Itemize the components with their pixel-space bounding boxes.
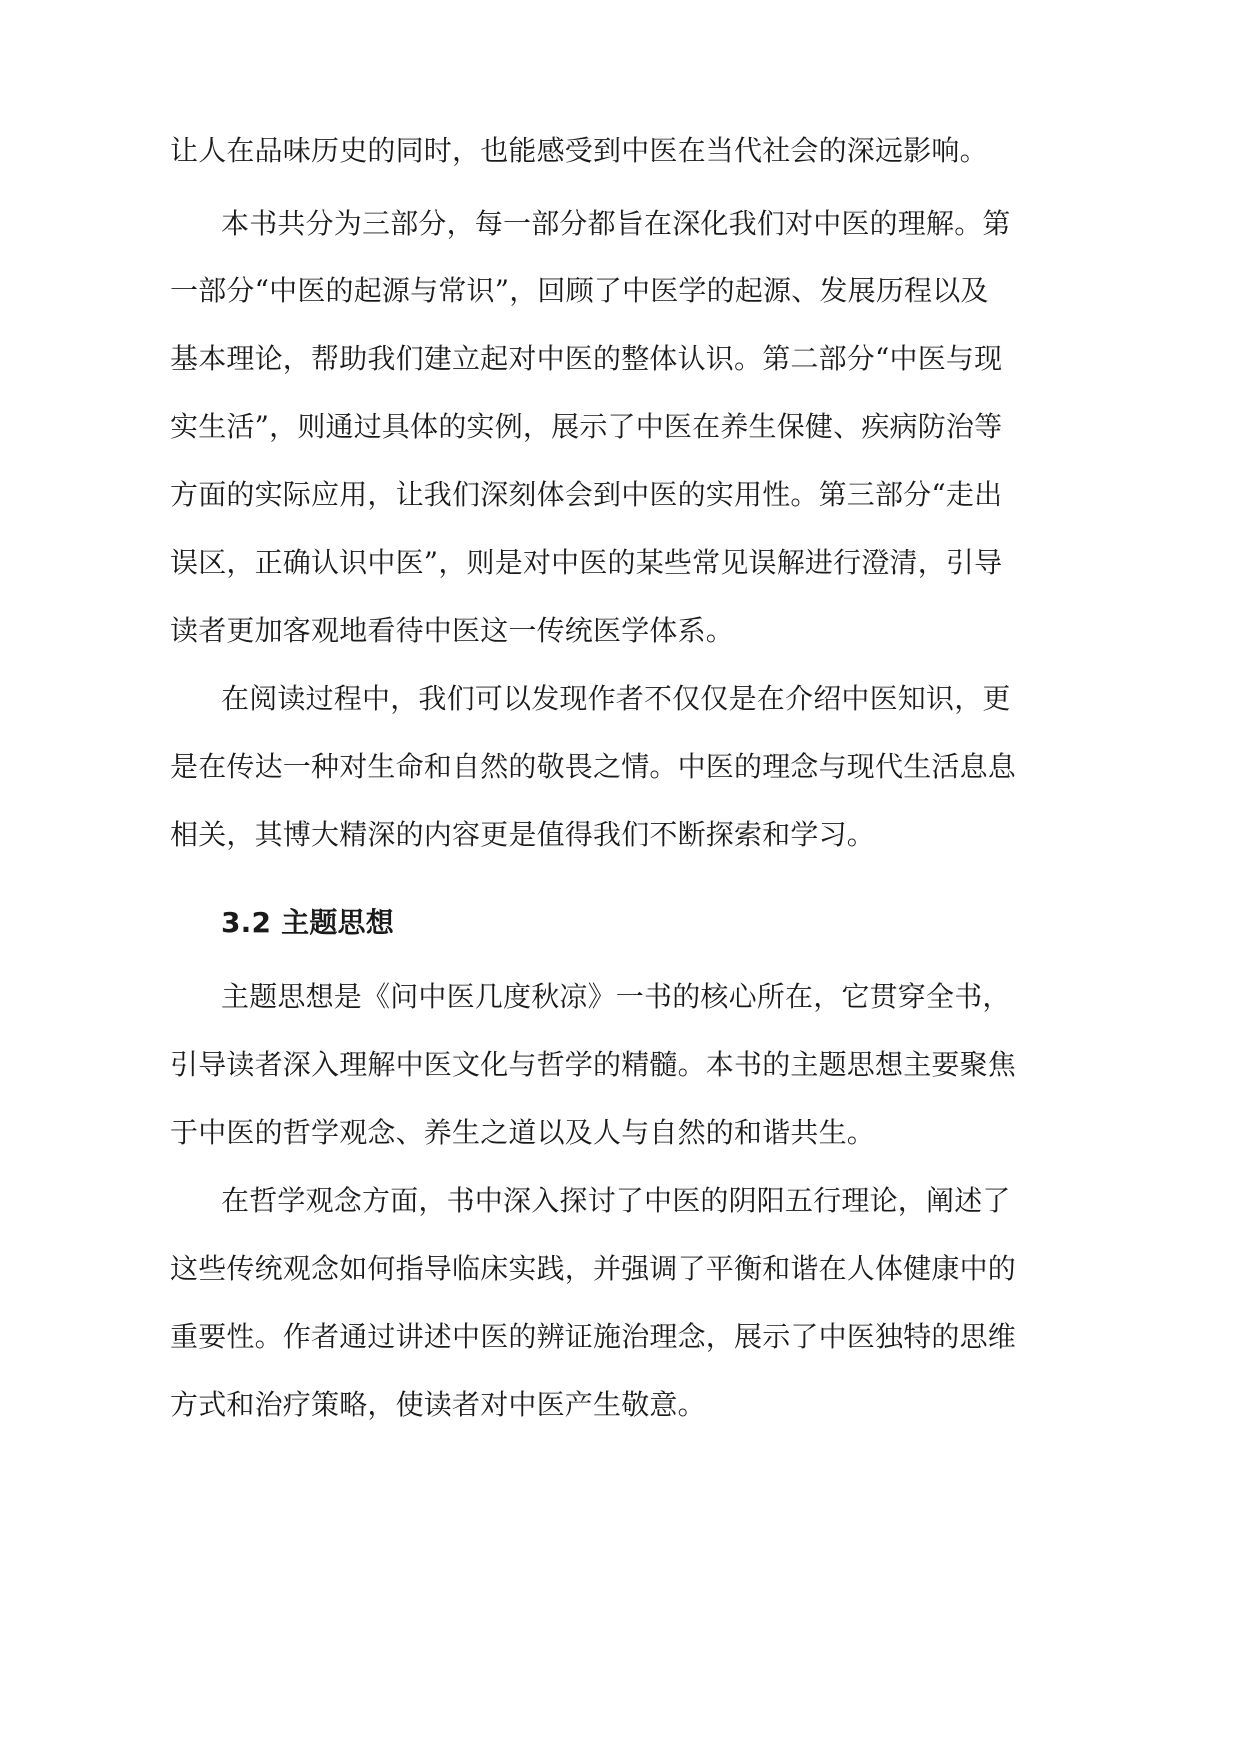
paragraph-line: 本书共分为三部分，每一部分都旨在深化我们对中医的理解。第 [221,207,1011,240]
paragraph-line: 在哲学观念方面，书中深入探讨了中医的阴阳五行理论，阐述了 [221,1184,1011,1217]
paragraph-line: 方式和治疗策略，使读者对中医产生敬意。 [170,1388,706,1421]
paragraph-line: 主题思想是《问中医几度秋凉》一书的核心所在，它贯穿全书， [221,980,1011,1013]
paragraph-line: 让人在品味历史的同时，也能感受到中医在当代社会的深远影响。 [170,134,988,167]
paragraph-line: 基本理论，帮助我们建立起对中医的整体认识。第二部分“中医与现 [170,342,1003,375]
paragraph-line: 引导读者深入理解中医文化与哲学的精髓。本书的主题思想主要聚焦 [170,1048,1017,1081]
paragraph-line: 相关，其博大精深的内容更是值得我们不断探索和学习。 [170,818,876,851]
paragraph-line: 实生活”，则通过具体的实例，展示了中医在养生保健、疾病防治等 [170,410,1003,443]
paragraph-line: 于中医的哲学观念、养生之道以及人与自然的和谐共生。 [170,1116,876,1149]
paragraph-line: 是在传达一种对生命和自然的敬畏之情。中医的理念与现代生活息息 [170,750,1017,783]
paragraph-line: 一部分“中医的起源与常识”，回顾了中医学的起源、发展历程以及 [170,274,989,307]
paragraph-line: 方面的实际应用，让我们深刻体会到中医的实用性。第三部分“走出 [170,478,1003,511]
paragraph-line: 误区，正确认识中医”，则是对中医的某些常见误解进行澄清，引导 [170,546,1003,579]
paragraph-line: 重要性。作者通过讲述中医的辨证施治理念，展示了中医独特的思维 [170,1320,1017,1353]
section-heading: 3.2 主题思想 [221,906,394,939]
paragraph-line: 读者更加客观地看待中医这一传统医学体系。 [170,614,735,647]
paragraph-line: 这些传统观念如何指导临床实践，并强调了平衡和谐在人体健康中的 [170,1252,1017,1285]
paragraph-line: 在阅读过程中，我们可以发现作者不仅仅是在介绍中医知识，更 [221,682,1011,715]
